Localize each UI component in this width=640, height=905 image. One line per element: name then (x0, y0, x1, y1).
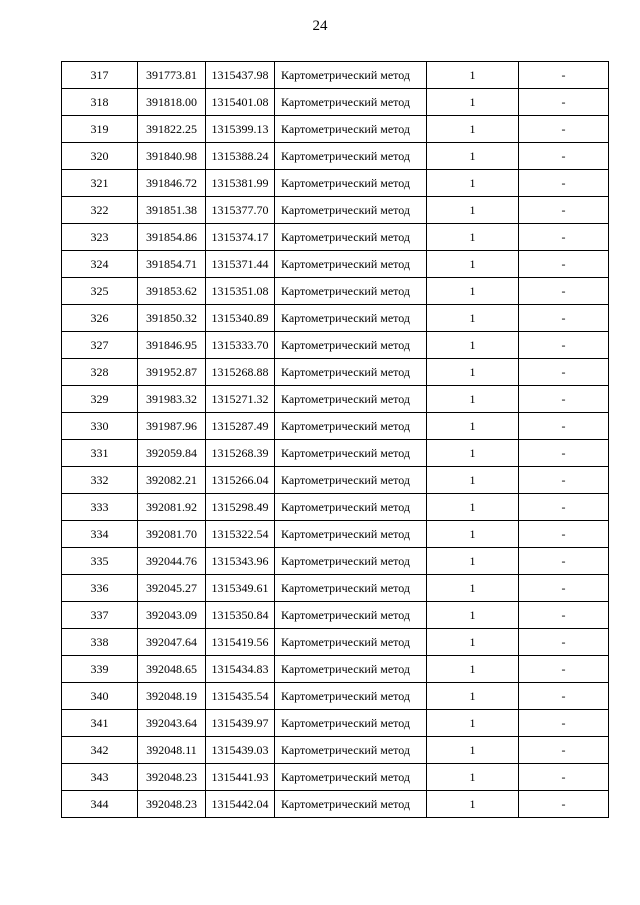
x-coordinate-cell: 391846.72 (138, 170, 206, 197)
method-cell: Картометрический метод (275, 683, 427, 710)
accuracy-cell: 1 (427, 575, 519, 602)
accuracy-cell: 1 (427, 359, 519, 386)
accuracy-cell: 1 (427, 656, 519, 683)
x-coordinate-cell: 392081.92 (138, 494, 206, 521)
point-number-cell: 319 (62, 116, 138, 143)
y-coordinate-cell: 1315287.49 (206, 413, 275, 440)
x-coordinate-cell: 391840.98 (138, 143, 206, 170)
description-cell: - (519, 197, 609, 224)
point-number-cell: 320 (62, 143, 138, 170)
x-coordinate-cell: 392045.27 (138, 575, 206, 602)
point-number-cell: 343 (62, 764, 138, 791)
x-coordinate-cell: 391854.71 (138, 251, 206, 278)
accuracy-cell: 1 (427, 116, 519, 143)
table-row (62, 548, 609, 575)
accuracy-cell: 1 (427, 683, 519, 710)
method-cell: Картометрический метод (275, 629, 427, 656)
table-row (62, 170, 609, 197)
method-cell: Картометрический метод (275, 602, 427, 629)
table-row (62, 602, 609, 629)
y-coordinate-cell: 1315439.97 (206, 710, 275, 737)
y-coordinate-cell: 1315343.96 (206, 548, 275, 575)
point-number-cell: 334 (62, 521, 138, 548)
y-coordinate-cell: 1315349.61 (206, 575, 275, 602)
description-cell: - (519, 143, 609, 170)
point-number-cell: 339 (62, 656, 138, 683)
y-coordinate-cell: 1315437.98 (206, 62, 275, 89)
point-number-cell: 330 (62, 413, 138, 440)
method-cell: Картометрический метод (275, 251, 427, 278)
y-coordinate-cell: 1315322.54 (206, 521, 275, 548)
accuracy-cell: 1 (427, 170, 519, 197)
y-coordinate-cell: 1315401.08 (206, 89, 275, 116)
y-coordinate-cell: 1315333.70 (206, 332, 275, 359)
description-cell: - (519, 440, 609, 467)
method-cell: Картометрический метод (275, 143, 427, 170)
coordinates-table-body (62, 62, 609, 818)
table-row (62, 440, 609, 467)
description-cell: - (519, 89, 609, 116)
x-coordinate-cell: 392047.64 (138, 629, 206, 656)
description-cell: - (519, 602, 609, 629)
method-cell: Картометрический метод (275, 440, 427, 467)
y-coordinate-cell: 1315340.89 (206, 305, 275, 332)
table-row (62, 305, 609, 332)
accuracy-cell: 1 (427, 62, 519, 89)
table-row (62, 143, 609, 170)
y-coordinate-cell: 1315268.88 (206, 359, 275, 386)
point-number-cell: 321 (62, 170, 138, 197)
method-cell: Картометрический метод (275, 224, 427, 251)
description-cell: - (519, 521, 609, 548)
point-number-cell: 326 (62, 305, 138, 332)
table-row (62, 224, 609, 251)
y-coordinate-cell: 1315388.24 (206, 143, 275, 170)
x-coordinate-cell: 392048.65 (138, 656, 206, 683)
description-cell: - (519, 116, 609, 143)
y-coordinate-cell: 1315435.54 (206, 683, 275, 710)
accuracy-cell: 1 (427, 197, 519, 224)
accuracy-cell: 1 (427, 278, 519, 305)
x-coordinate-cell: 391854.86 (138, 224, 206, 251)
table-row (62, 251, 609, 278)
x-coordinate-cell: 392082.21 (138, 467, 206, 494)
point-number-cell: 344 (62, 791, 138, 818)
accuracy-cell: 1 (427, 737, 519, 764)
method-cell: Картометрический метод (275, 197, 427, 224)
accuracy-cell: 1 (427, 89, 519, 116)
y-coordinate-cell: 1315377.70 (206, 197, 275, 224)
method-cell: Картометрический метод (275, 170, 427, 197)
table-row (62, 737, 609, 764)
description-cell: - (519, 467, 609, 494)
y-coordinate-cell: 1315271.32 (206, 386, 275, 413)
point-number-cell: 336 (62, 575, 138, 602)
method-cell: Картометрический метод (275, 413, 427, 440)
accuracy-cell: 1 (427, 629, 519, 656)
description-cell: - (519, 251, 609, 278)
method-cell: Картометрический метод (275, 737, 427, 764)
method-cell: Картометрический метод (275, 89, 427, 116)
x-coordinate-cell: 391987.96 (138, 413, 206, 440)
x-coordinate-cell: 391851.38 (138, 197, 206, 224)
method-cell: Картометрический метод (275, 62, 427, 89)
point-number-cell: 332 (62, 467, 138, 494)
y-coordinate-cell: 1315374.17 (206, 224, 275, 251)
x-coordinate-cell: 391822.25 (138, 116, 206, 143)
y-coordinate-cell: 1315266.04 (206, 467, 275, 494)
x-coordinate-cell: 391850.32 (138, 305, 206, 332)
table-row (62, 656, 609, 683)
table-row (62, 62, 609, 89)
table-row (62, 359, 609, 386)
method-cell: Картометрический метод (275, 764, 427, 791)
point-number-cell: 323 (62, 224, 138, 251)
point-number-cell: 318 (62, 89, 138, 116)
point-number-cell: 327 (62, 332, 138, 359)
description-cell: - (519, 305, 609, 332)
table-row (62, 332, 609, 359)
point-number-cell: 338 (62, 629, 138, 656)
table-row (62, 764, 609, 791)
accuracy-cell: 1 (427, 494, 519, 521)
description-cell: - (519, 548, 609, 575)
description-cell: - (519, 656, 609, 683)
method-cell: Картометрический метод (275, 575, 427, 602)
method-cell: Картометрический метод (275, 359, 427, 386)
x-coordinate-cell: 392043.64 (138, 710, 206, 737)
point-number-cell: 341 (62, 710, 138, 737)
y-coordinate-cell: 1315419.56 (206, 629, 275, 656)
x-coordinate-cell: 391818.00 (138, 89, 206, 116)
y-coordinate-cell: 1315268.39 (206, 440, 275, 467)
method-cell: Картометрический метод (275, 305, 427, 332)
x-coordinate-cell: 391846.95 (138, 332, 206, 359)
point-number-cell: 342 (62, 737, 138, 764)
x-coordinate-cell: 392048.19 (138, 683, 206, 710)
y-coordinate-cell: 1315350.84 (206, 602, 275, 629)
table-row (62, 197, 609, 224)
table-row (62, 791, 609, 818)
description-cell: - (519, 386, 609, 413)
accuracy-cell: 1 (427, 467, 519, 494)
x-coordinate-cell: 391773.81 (138, 62, 206, 89)
y-coordinate-cell: 1315439.03 (206, 737, 275, 764)
x-coordinate-cell: 392048.11 (138, 737, 206, 764)
table-row (62, 683, 609, 710)
description-cell: - (519, 62, 609, 89)
point-number-cell: 331 (62, 440, 138, 467)
y-coordinate-cell: 1315381.99 (206, 170, 275, 197)
table-row (62, 494, 609, 521)
point-number-cell: 322 (62, 197, 138, 224)
y-coordinate-cell: 1315371.44 (206, 251, 275, 278)
description-cell: - (519, 710, 609, 737)
y-coordinate-cell: 1315298.49 (206, 494, 275, 521)
method-cell: Картометрический метод (275, 521, 427, 548)
description-cell: - (519, 737, 609, 764)
page-number: 24 (312, 18, 328, 34)
description-cell: - (519, 359, 609, 386)
table-row (62, 413, 609, 440)
table-row (62, 710, 609, 737)
x-coordinate-cell: 392044.76 (138, 548, 206, 575)
description-cell: - (519, 413, 609, 440)
description-cell: - (519, 278, 609, 305)
point-number-cell: 333 (62, 494, 138, 521)
method-cell: Картометрический метод (275, 278, 427, 305)
point-number-cell: 335 (62, 548, 138, 575)
table-row (62, 467, 609, 494)
method-cell: Картометрический метод (275, 332, 427, 359)
accuracy-cell: 1 (427, 791, 519, 818)
accuracy-cell: 1 (427, 602, 519, 629)
method-cell: Картометрический метод (275, 386, 427, 413)
table-row (62, 575, 609, 602)
point-number-cell: 328 (62, 359, 138, 386)
accuracy-cell: 1 (427, 413, 519, 440)
description-cell: - (519, 494, 609, 521)
method-cell: Картометрический метод (275, 467, 427, 494)
x-coordinate-cell: 392059.84 (138, 440, 206, 467)
point-number-cell: 325 (62, 278, 138, 305)
method-cell: Картометрический метод (275, 710, 427, 737)
accuracy-cell: 1 (427, 386, 519, 413)
accuracy-cell: 1 (427, 440, 519, 467)
method-cell: Картометрический метод (275, 494, 427, 521)
y-coordinate-cell: 1315434.83 (206, 656, 275, 683)
method-cell: Картометрический метод (275, 656, 427, 683)
y-coordinate-cell: 1315399.13 (206, 116, 275, 143)
method-cell: Картометрический метод (275, 791, 427, 818)
x-coordinate-cell: 392048.23 (138, 791, 206, 818)
accuracy-cell: 1 (427, 521, 519, 548)
point-number-cell: 337 (62, 602, 138, 629)
accuracy-cell: 1 (427, 251, 519, 278)
description-cell: - (519, 332, 609, 359)
x-coordinate-cell: 391983.32 (138, 386, 206, 413)
accuracy-cell: 1 (427, 764, 519, 791)
x-coordinate-cell: 392081.70 (138, 521, 206, 548)
accuracy-cell: 1 (427, 548, 519, 575)
accuracy-cell: 1 (427, 710, 519, 737)
x-coordinate-cell: 391853.62 (138, 278, 206, 305)
y-coordinate-cell: 1315442.04 (206, 791, 275, 818)
point-number-cell: 317 (62, 62, 138, 89)
method-cell: Картометрический метод (275, 548, 427, 575)
description-cell: - (519, 575, 609, 602)
table-row (62, 89, 609, 116)
table-row (62, 521, 609, 548)
accuracy-cell: 1 (427, 332, 519, 359)
x-coordinate-cell: 392043.09 (138, 602, 206, 629)
point-number-cell: 329 (62, 386, 138, 413)
table-row (62, 278, 609, 305)
point-number-cell: 324 (62, 251, 138, 278)
accuracy-cell: 1 (427, 224, 519, 251)
description-cell: - (519, 683, 609, 710)
table-row (62, 386, 609, 413)
description-cell: - (519, 764, 609, 791)
description-cell: - (519, 170, 609, 197)
y-coordinate-cell: 1315441.93 (206, 764, 275, 791)
description-cell: - (519, 629, 609, 656)
point-number-cell: 340 (62, 683, 138, 710)
table-row (62, 116, 609, 143)
x-coordinate-cell: 391952.87 (138, 359, 206, 386)
description-cell: - (519, 224, 609, 251)
accuracy-cell: 1 (427, 305, 519, 332)
coordinates-table (61, 61, 609, 818)
x-coordinate-cell: 392048.23 (138, 764, 206, 791)
table-row (62, 629, 609, 656)
method-cell: Картометрический метод (275, 116, 427, 143)
y-coordinate-cell: 1315351.08 (206, 278, 275, 305)
accuracy-cell: 1 (427, 143, 519, 170)
description-cell: - (519, 791, 609, 818)
